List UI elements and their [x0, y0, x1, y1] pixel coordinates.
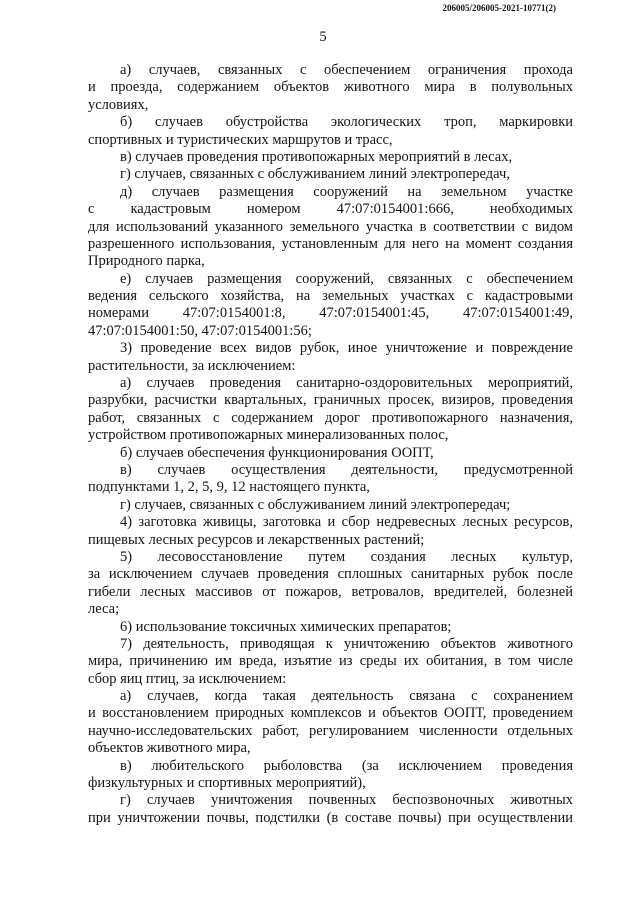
paragraph [88, 166, 573, 183]
text-line: в) случаев проведения противопожарных мероприятий в лесах, [120, 148, 513, 165]
text-line: б) случаев обустройства экологических троп, маркировки [120, 114, 573, 131]
text-line-row [88, 566, 573, 583]
page-number: 5 [319, 29, 327, 45]
text-line-row [88, 427, 573, 444]
text-line-row [88, 705, 573, 722]
text-line: Природного парка, [88, 253, 205, 270]
text-line: е) случаев размещения сооружений, связанных с обеспечением [120, 270, 573, 287]
text-line: за исключением случаев проведения сплошных санитарных рубок после [88, 566, 573, 583]
text-line-row [88, 184, 573, 201]
paragraph [88, 62, 573, 114]
text-line: пищевых лесных ресурсов и лекарственных растений; [88, 531, 425, 548]
document-code: 206005/206005-2021-10771(2) [442, 3, 556, 13]
text-line: а) случаев проведения санитарно-оздоровительных мероприятий, [120, 375, 573, 392]
text-line-row [88, 79, 573, 96]
text-line: 7) деятельность, приводящая к уничтожению объектов животного [120, 635, 573, 652]
text-line-row [88, 288, 573, 305]
text-line-row [88, 584, 573, 601]
paragraph [88, 497, 573, 514]
paragraph [88, 184, 573, 271]
text-line-row [88, 392, 573, 409]
text-line-row [88, 653, 573, 670]
text-line-row [88, 445, 573, 462]
text-line-row [88, 601, 573, 618]
text-line: гибели лесных массивов от пожаров, ветровалов, вредителей, болезней [88, 583, 573, 600]
text-line-row [88, 636, 573, 653]
text-line-row [88, 375, 573, 392]
text-line: мира, причинению им вреда, изъятие из среды их обитания, в том числе [88, 653, 573, 670]
text-line-row [88, 514, 573, 531]
text-line-row [88, 97, 573, 114]
paragraph [88, 445, 573, 462]
text-line-row [88, 271, 573, 288]
text-line-row [88, 462, 573, 479]
text-line-row [88, 775, 573, 792]
text-line-row [88, 201, 573, 218]
text-line: в) случаев осуществления деятельности, предусмотренной [120, 461, 573, 478]
paragraph [88, 619, 573, 636]
text-line-row [88, 114, 573, 131]
text-line: д) случаев размещения сооружений на земельном участке [120, 183, 573, 200]
text-line-row [88, 758, 573, 775]
paragraph [88, 375, 573, 445]
text-line: 6) использование токсичных химических препаратов; [120, 618, 452, 635]
text-line-row [88, 810, 573, 827]
paragraph [88, 514, 573, 549]
text-line-row [88, 236, 573, 253]
text-line: условиях, [88, 96, 149, 113]
text-line-row [88, 740, 573, 757]
text-line: 5) лесовосстановление путем создания лесных культур, [120, 548, 573, 565]
text-line: объектов животного мира, [88, 740, 251, 757]
paragraph [88, 340, 573, 375]
text-line: научно-исследовательских работ, регулированием численности отдельных [88, 722, 573, 739]
text-line-row [88, 62, 573, 79]
text-line: спортивных и туристических маршрутов и трасс, [88, 131, 393, 148]
text-line: разрубки, расчистки квартальных, граничных просек, визиров, проведения [88, 392, 573, 409]
text-line: в) любительского рыболовства (за исключением проведения [120, 757, 573, 774]
text-line: г) случаев, связанных с обслуживанием линий электропередач; [120, 496, 511, 513]
text-line: б) случаев обеспечения функционирования ООПТ, [120, 444, 434, 461]
text-line-row [88, 149, 573, 166]
text-line: ведения сельского хозяйства, на земельных участках с кадастровыми [88, 288, 573, 305]
text-line-row [88, 132, 573, 149]
text-line: работ, связанных с содержанием дорог противопожарного назначения, [88, 409, 573, 426]
text-line: физкультурных и спортивных мероприятий), [88, 775, 366, 792]
text-line: 4) заготовка живицы, заготовка и сбор недревесных лесных ресурсов, [120, 514, 573, 531]
text-line-row [88, 792, 573, 809]
text-line: г) случаев, связанных с обслуживанием линий электропередач, [120, 166, 510, 183]
text-line-row [88, 619, 573, 636]
text-line-row [88, 305, 573, 322]
text-line: и проезда, содержанием объектов животного мира в полувольных [88, 79, 573, 96]
text-line: при уничтожении почвы, подстилки (в составе почвы) при осуществлении [88, 809, 573, 826]
text-line: с кадастровым номером 47:07:0154001:666, необходимых [88, 201, 573, 218]
text-line-row [88, 219, 573, 236]
text-line: и восстановлением природных комплексов и объектов ООПТ, проведением [88, 705, 573, 722]
paragraph [88, 792, 573, 827]
paragraph [88, 549, 573, 619]
paragraph [88, 114, 573, 149]
text-line: сбор яиц птиц, за исключением: [88, 670, 287, 687]
text-line-row [88, 479, 573, 496]
text-line: для использований указанного земельного участка в соответствии с видом [88, 218, 573, 235]
text-line-row [88, 549, 573, 566]
text-line: 3) проведение всех видов рубок, иное уничтожение и повреждение [120, 340, 573, 357]
paragraph [88, 271, 573, 341]
text-line: номерами 47:07:0154001:8, 47:07:0154001:45, 47:07:0154001:49, [88, 305, 573, 322]
text-line: леса; [88, 601, 120, 618]
text-line-row [88, 340, 573, 357]
text-line-row [88, 358, 573, 375]
text-line: 47:07:0154001:50, 47:07:0154001:56; [88, 322, 312, 339]
text-line-row [88, 723, 573, 740]
text-line-row [88, 166, 573, 183]
text-line-row [88, 532, 573, 549]
text-line-row [88, 410, 573, 427]
text-line-row [88, 323, 573, 340]
paragraph [88, 462, 573, 497]
text-line-row [88, 671, 573, 688]
paragraph [88, 688, 573, 758]
text-line: а) случаев, связанных с обеспечением ограничения прохода [120, 62, 573, 78]
paragraph [88, 149, 573, 166]
text-line: устройством противопожарных минерализованных полос, [88, 427, 449, 444]
text-line: растительности, за исключением: [88, 357, 296, 374]
text-line: а) случаев, когда такая деятельность связана с сохранением [120, 688, 573, 705]
paragraph [88, 758, 573, 793]
text-line: подпунктами 1, 2, 5, 9, 12 настоящего пункта, [88, 479, 370, 496]
text-line: разрешенного использования, установленным для него на момент создания [88, 235, 573, 252]
text-line-row [88, 497, 573, 514]
document-body [88, 62, 573, 827]
paragraph [88, 636, 573, 688]
text-line: г) случаев уничтожения почвенных беспозвоночных животных [120, 792, 573, 809]
text-line-row [88, 688, 573, 705]
text-line-row [88, 253, 573, 270]
